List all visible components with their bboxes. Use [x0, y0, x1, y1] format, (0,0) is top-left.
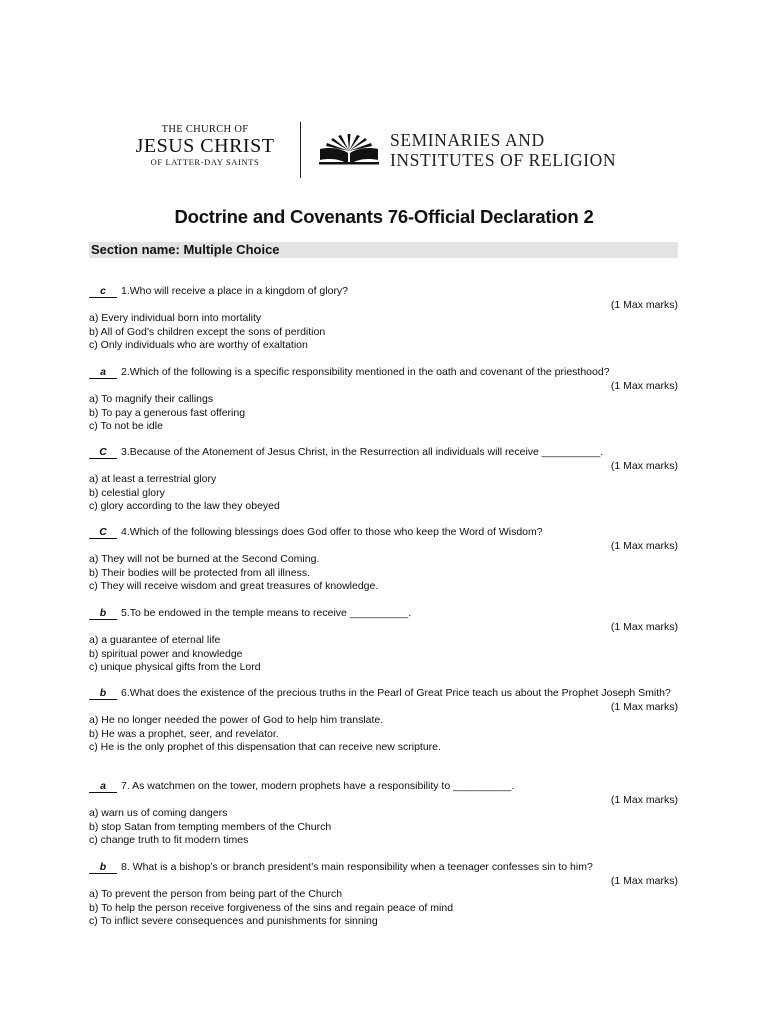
question-4 [89, 526, 678, 594]
question-1 [89, 285, 678, 353]
option-b: b) To help the person receive forgiveness of the sins and regain peace of mind [89, 901, 454, 914]
option-a: a) He no longer needed the power of God to help him translate. [89, 714, 384, 726]
open-book-sunburst-icon [318, 131, 380, 172]
answer-blank: b [89, 862, 117, 874]
question-line [89, 446, 678, 460]
answer-blank: b [89, 688, 117, 700]
option-c: c) glory according to the law they obeyed [89, 500, 280, 512]
option-c: c) Only individuals who are worthy of exaltation [89, 339, 308, 351]
option-c: c) They will receive wisdom and great treasures of knowledge. [89, 580, 379, 592]
church-logo-line3: OF LATTER-DAY SAINTS [150, 157, 260, 167]
option-b: b) celestial glory [89, 486, 165, 499]
answer-blank: a [89, 367, 117, 379]
marks-label: (1 Max marks) [610, 793, 678, 806]
marks-label: (1 Max marks) [610, 700, 678, 713]
option-a: a) To magnify their callings [89, 393, 214, 405]
answer-blank: C [89, 527, 117, 539]
question-line [89, 687, 678, 701]
answer-blank: a [89, 781, 117, 793]
section-name: Section name: Multiple Choice [91, 242, 280, 257]
option-a: a) To prevent the person from being part of the Church [89, 888, 343, 900]
option-b: b) To pay a generous fast offering [89, 406, 246, 419]
question-text: 2.Which of the following is a specific responsibility mentioned in the oath and covenant of the priesthood? [121, 366, 610, 378]
question-6 [89, 687, 678, 755]
marks-label: (1 Max marks) [610, 620, 678, 633]
section-header [89, 242, 678, 258]
marks-label: (1 Max marks) [610, 379, 678, 392]
question-text: 4.Which of the following blessings does God offer to those who keep the Word of Wisdom? [121, 526, 543, 538]
document-title: Doctrine and Covenants 76-Official Declaration 2 [174, 206, 594, 227]
question-line [89, 861, 678, 875]
question-line [89, 526, 678, 540]
option-a: a) They will not be burned at the Second Coming. [89, 553, 320, 565]
option-c: c) He is the only prophet of this dispensation that can receive new scripture. [89, 741, 441, 753]
answer-blank: c [89, 286, 117, 298]
question-text: 3.Because of the Atonement of Jesus Christ, in the Resurrection all individuals will receive __________. [121, 446, 604, 458]
question-line [89, 285, 678, 299]
church-logo [120, 124, 290, 168]
option-c: c) change truth to fit modern times [89, 834, 249, 846]
marks-label: (1 Max marks) [610, 539, 678, 552]
option-b: b) Their bodies will be protected from all illness. [89, 566, 310, 579]
marks-label: (1 Max marks) [610, 874, 678, 887]
option-a: a) Every individual born into mortality [89, 312, 262, 324]
question-text: 6.What does the existence of the precious truths in the Pearl of Great Price teach us about the Prophet Joseph Smith? [121, 687, 671, 699]
question-line [89, 366, 678, 380]
question-text: 8. What is a bishop’s or branch president’s main responsibility when a teenager confesses sin to him? [121, 861, 593, 873]
question-3 [89, 446, 678, 514]
question-5 [89, 607, 678, 675]
seminary-logo-line1: SEMINARIES AND [390, 130, 545, 150]
marks-label: (1 Max marks) [610, 459, 678, 472]
church-logo-line1: THE CHURCH OF [161, 124, 249, 135]
option-b: b) He was a prophet, seer, and revelator. [89, 727, 279, 740]
answer-blank: b [89, 608, 117, 620]
question-2 [89, 366, 678, 434]
option-b: b) All of God’s children except the sons of perdition [89, 325, 326, 338]
question-8 [89, 861, 678, 929]
question-text: 5.To be endowed in the temple means to receive __________. [121, 607, 412, 619]
option-c: c) To inflict severe consequences and punishments for sinning [89, 915, 378, 927]
logo-divider [300, 122, 301, 178]
question-text: 1.Who will receive a place in a kingdom of glory? [121, 285, 349, 297]
question-line [89, 607, 678, 621]
marks-label: (1 Max marks) [610, 298, 678, 311]
option-b: b) stop Satan from tempting members of the Church [89, 820, 332, 833]
option-a: a) at least a terrestrial glory [89, 473, 217, 485]
question-text: 7. As watchmen on the tower, modern prophets have a responsibility to __________. [121, 780, 515, 792]
answer-blank: C [89, 447, 117, 459]
option-a: a) a guarantee of eternal life [89, 634, 221, 646]
option-c: c) To not be idle [89, 420, 163, 432]
question-line [89, 780, 678, 794]
seminary-logo-text [390, 130, 616, 170]
seminary-logo-line2: INSTITUTES OF RELIGION [390, 150, 617, 170]
option-c: c) unique physical gifts from the Lord [89, 661, 261, 673]
church-logo-line2: JESUS CHRIST [135, 135, 275, 157]
option-a: a) warn us of coming dangers [89, 807, 228, 819]
question-7 [89, 780, 678, 848]
option-b: b) spiritual power and knowledge [89, 647, 243, 660]
